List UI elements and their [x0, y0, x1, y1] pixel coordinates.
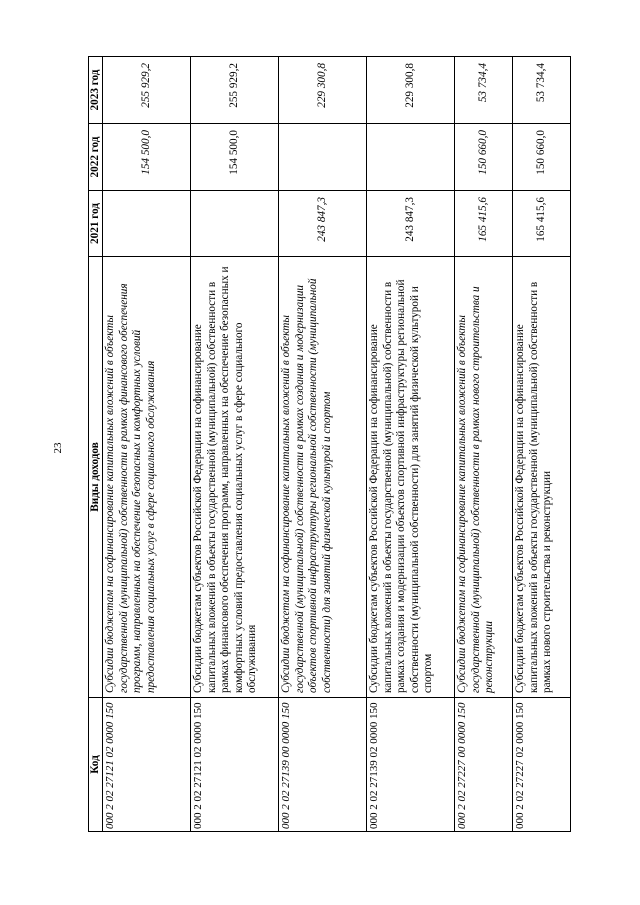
cell-type: Субсидии бюджетам субъектов Российской Федерации на софинансирование капитальных вложений в объекты государственной (муниципальной) собственности в рамках нового строительства и реконструкции: [513, 257, 571, 698]
cell-2021: 165 415,6: [513, 191, 571, 257]
cell-code: 000 2 02 27227 00 0000 150: [455, 698, 513, 832]
header-2022: 2022 год: [89, 124, 103, 191]
cell-2021: 243 847,3: [279, 191, 367, 257]
cell-code: 000 2 02 27121 02 0000 150: [103, 698, 191, 832]
cell-2023: 53 734,4: [513, 57, 571, 124]
revenue-table: [88, 56, 571, 832]
header-2021: 2021 год: [89, 191, 103, 257]
cell-code: 000 2 02 27121 02 0000 150: [191, 698, 279, 832]
cell-type: Субсидии бюджетам на софинансирование капитальных вложений в объекты государственной (муниципальной) собственности в рамках создания и модернизации объектов спортивной инфраструктуры региональной собственности (муниципальной собственности) для занятий физической культурой и спортом: [279, 257, 367, 698]
revenue-table-container: [88, 57, 563, 832]
cell-2023: 255 929,2: [191, 57, 279, 124]
cell-code: 000 2 02 27139 02 0000 150: [367, 698, 455, 832]
table-row: [103, 57, 191, 832]
cell-2023: 229 300,8: [279, 57, 367, 124]
table-row: [367, 57, 455, 832]
cell-2023: 255 929,2: [103, 57, 191, 124]
cell-2022: 150 660,0: [455, 124, 513, 191]
cell-2021: [103, 191, 191, 257]
cell-type: Субсидии бюджетам субъектов Российской Федерации на софинансирование капитальных вложений в объекты государственной (муниципальной) собственности в рамках создания и модернизации объектов спортивной инфраструктуры региональной собственности (муниципальной собственности) для занятий физической культурой и спортом: [367, 257, 455, 698]
header-code: Код: [89, 698, 103, 832]
table-header-row: [89, 57, 103, 832]
cell-type: Субсидии бюджетам на софинансирование капитальных вложений в объекты государственной (муниципальной) собственности в рамках финансового обеспечения программ, направленных на обеспечение безопасных и комфортных условий предоставления социальных услуг в сфере социального обслуживания: [103, 257, 191, 698]
cell-2021: [191, 191, 279, 257]
cell-code: 000 2 02 27227 02 0000 150: [513, 698, 571, 832]
table-row: [455, 57, 513, 832]
table-row: [279, 57, 367, 832]
header-type: Виды доходов: [89, 257, 103, 698]
cell-2022: 154 500,0: [191, 124, 279, 191]
page-number: 23: [52, 442, 64, 454]
cell-code: 000 2 02 27139 00 0000 150: [279, 698, 367, 832]
cell-2021: 243 847,3: [367, 191, 455, 257]
header-2023: 2023 год: [89, 57, 103, 124]
cell-2022: 150 660,0: [513, 124, 571, 191]
cell-2023: 53 734,4: [455, 57, 513, 124]
table-row: [513, 57, 571, 832]
cell-2021: 165 415,6: [455, 191, 513, 257]
cell-2023: 229 300,8: [367, 57, 455, 124]
cell-2022: [279, 124, 367, 191]
cell-2022: 154 500,0: [103, 124, 191, 191]
cell-type: Субсидии бюджетам на софинансирование капитальных вложений в объекты государственной (муниципальной) собственности в рамках нового строительства и реконструкции: [455, 257, 513, 698]
cell-2022: [367, 124, 455, 191]
cell-type: Субсидии бюджетам субъектов Российской Федерации на софинансирование капитальных вложений в объекты государственной (муниципальной) собственности в рамках финансового обеспечения программ, направленных на обеспечение безопасных и комфортных условий предоставления социальных услуг в сфере социального обслуживания: [191, 257, 279, 698]
table-row: [191, 57, 279, 832]
